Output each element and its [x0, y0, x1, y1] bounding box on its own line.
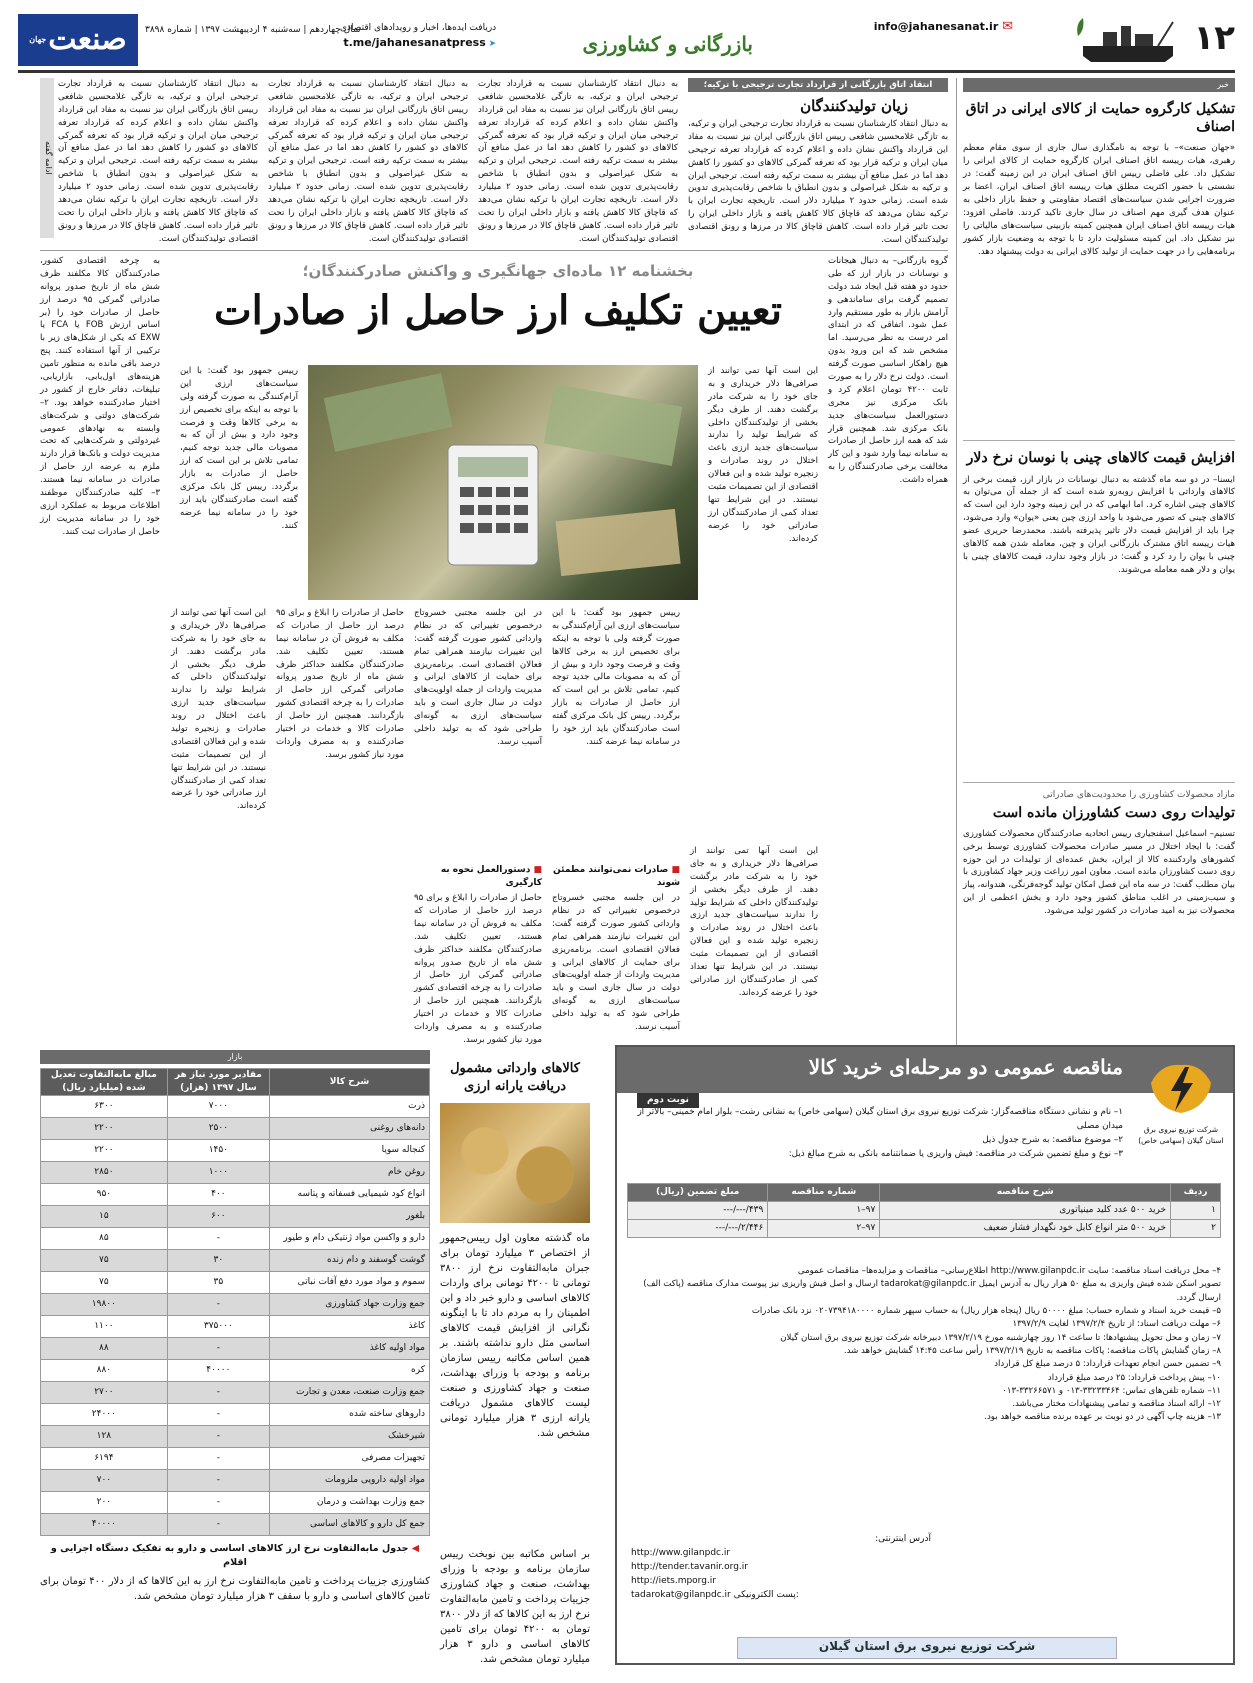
subsidy-table-box	[40, 1050, 430, 1660]
table-cell: ۹۷–۱	[768, 1202, 880, 1220]
table-cell: خرید ۵۰۰ عدد کلید مینیاتوری	[880, 1202, 1171, 1220]
table-cell: -	[167, 1338, 269, 1360]
table-row	[41, 1250, 430, 1272]
article-body: حاصل از صادرات را ابلاغ و برای ۹۵ درصد ارز حاصل از صادرات که مکلف به فروش آن در سامانه نیما هستند، تعیین تکلیف شد. صادرکنندگان مکلفند حداکثر ظرف شش ماه از تاریخ صدور پروانه صادراتی گمرکی ارز حاصل از صادرات را به چرخه اقتصادی کشور بازگردانند. همچنین ارز حاصل از صادرات کالا و خدمات در اختیار صادرکننده و به مصرف واردات مورد نیاز کشور برسد.	[414, 893, 542, 1045]
lead-subcolumn	[276, 607, 404, 1064]
subhead: ■ صادرات نمی‌توانند مطمئن شوند	[553, 865, 680, 889]
article-body: به دنبال انتقاد کارشناسان نسبت به قرارداد تجارت ترجیحی ایران و ترکیه، به تازگی غلامحسین شافعی رییس اتاق بازرگانی ایران نیز نسبت به مفاد این قرارداد واکنش نشان داده و اعلام کرده که قرارداد تعرفه ترجیحی میان ایران و ترکیه قرار بود که تعرفه گمرکی کالاهای دو کشور را کاهش دهد اما در عمل منافع آن بیشتر به سمت ترکیه رفته است. ترجیحی ایران و ترکیه به شکل غیراصولی و بدون انطباق با شاخص رقابت‌پذیری تدوین شده است. زمانی حدود ۲ میلیارد دلار است. تاریخچه تجارت ایران با ترکیه نشان می‌دهد که قاچاق کالا کاهش یافته و بازار داخلی ایران را تحت تاثیر قرار داده است. کاهش قاچاق کالا در مرزها و رونق اقتصادی تولیدکنندگان است.	[58, 79, 259, 244]
currency-photo	[308, 365, 698, 600]
table-cell: مواد اولیه دارویی ملزومات	[270, 1470, 430, 1492]
article-body: «جهان صنعت»– با توجه به نامگذاری سال جاری از سوی مقام معظم رهبری، هیات رییسه اتاق اصناف ایران کارگروه حمایت از کالای ایرانی را تشکیل داد. علی فاضلی رییس اتاق اصناف ایران در این زمینه گفت: در نشستی با حضور اکثریت مطلق هیات رییسه اتاق اصناف ایران، اعضا بر ضرورت اجرایی شدن سیاست‌های اقتصاد مقاومتی و حفظ بازار داخلی به عنوان هدف گیری مهم اصناف در سال جاری تاکید کردند. فاضلی افزود: هیات رییسه اتاق اصناف ایران همچنین کمیته بازبینی سیاست‌های مالیاتی را نیز تشکیل داد. این کمیته مسئولیت دارد تا با توجه به وضعیت بازار کشور برنامه‌هایی را در جهت حمایت از تولید کالای ایرانی به دولت پیشنهاد دهد.	[963, 143, 1235, 257]
table-cell: بلغور	[270, 1206, 430, 1228]
table-cell: ۱۲۸	[41, 1426, 168, 1448]
table-cell: ۸۸	[41, 1338, 168, 1360]
tender-item: ۸– زمان گشایش پاکات مناقصه: پاکات مناقصه به تاریخ ۱۳۹۷/۲/۱۹ رأس ساعت ۱۴:۴۵ گشایش خواهد شد.	[843, 1345, 1221, 1356]
table-cell: ۲۵۰۰	[167, 1118, 269, 1140]
imports-article	[440, 1060, 590, 1666]
table-cell: سموم و مواد مورد دفع آفات نباتی	[270, 1272, 430, 1294]
email-address[interactable]: ✉ info@jahanesanat.ir	[873, 19, 1013, 34]
table-cell: ۲۰۰	[41, 1492, 168, 1514]
section-title: بازرگانی و کشاورزی	[582, 32, 753, 56]
company-name: شرکت توزیع نیروی برق استان گیلان (سهامی خاص)	[1138, 1125, 1224, 1145]
table-header-row	[41, 1069, 430, 1096]
table-cell: ۱۱۰۰	[41, 1316, 168, 1338]
table-cell: ۲/۴۴۶/---/---	[628, 1220, 768, 1238]
table-cell: خرید ۵۰۰ متر انواع کابل خود نگهدار فشار ضعیف	[880, 1220, 1171, 1238]
tender-item: ۱۱– شماره تلفن‌های تماس: ۳۳۲۳۳۴۶۴-۰۱۳ و ۳۳۲۶۶۵۷۱-۰۱۳	[1002, 1385, 1221, 1396]
table-cell: ۲	[1171, 1220, 1221, 1238]
table-cell: ۳۰	[167, 1250, 269, 1272]
calculator-icon	[308, 365, 698, 600]
tender-title: مناقصه عمومی دو مرحله‌ای خرید کالا	[808, 1055, 1123, 1079]
table-cell: دانه‌های روغنی	[270, 1118, 430, 1140]
table-cell: ۳۵	[167, 1272, 269, 1294]
website-link[interactable]: http://www.gilanpdc.ir	[631, 1547, 731, 1558]
table-row	[41, 1514, 430, 1536]
article-kicker: انتقاد اتاق بازرگانی از قرارداد تجارت ترجیحی با ترکیه؛	[688, 78, 948, 92]
table-cell: ۷۰۰۰	[167, 1096, 269, 1118]
headline-chinese-goods: افزایش قیمت کالاهای چینی با نوسان نرخ دلار	[966, 450, 1235, 467]
table-cell: ۱۰۰۰	[167, 1162, 269, 1184]
table-row	[41, 1272, 430, 1294]
table-cell: ۷۰۰	[41, 1470, 168, 1492]
table-row	[41, 1118, 430, 1140]
table-cell: مواد اولیه کاغذ	[270, 1338, 430, 1360]
table-row	[41, 1382, 430, 1404]
tender-item: ۲– موضوع مناقصه: به شرح جدول ذیل	[982, 1135, 1123, 1146]
table-row	[41, 1294, 430, 1316]
section-bar: خبر	[963, 78, 1235, 92]
table-cell: ۹۷–۲	[768, 1220, 880, 1238]
article-body: گروه بازرگانی– به دنبال هیجانات و نوسانات در بازار ارز که طی حدود دو هفته قبل ایجاد شد دولت تصمیم گرفت برای ساماندهی و آرامش بازار به طور مستقیم وارد عمل شود. اتفاقی که در ابتدای امر درست به نظر می‌رسید. اما مشخص شد که این ورود بدون هیچ راهکار اساسی صورت گرفته است. دولت نرخ دلار را به صورت ثابت ۴۲۰۰ تومان اعلام کرد و بانک مرکزی نیز مجری دستورالعمل سیاست‌های جدید بانک مرکزی شد. همچنین قرار شد که همه ارز حاصل از صادرات به سامانه نیما وارد شود و این کار مخالفت برخی صادرکنندگان را به همراه داشت.	[828, 256, 948, 486]
column-header: شرح مناقصه	[880, 1184, 1171, 1202]
tender-ad	[615, 1045, 1235, 1665]
table-row	[41, 1338, 430, 1360]
article-body: رییس جمهور بود گفت: با این سیاست‌های ارزی این آرام‌کنندگی به صورت گرفته ولی با توجه به اینکه برای تخصیص ارز به برخی کالاها وقت و فرصت وجود دارد و بیش از آن که به مصوبات مالی جدید توجه کنیم، تمامی تلاش بر این است که ارز حاصل از صادرات به بازار برگردد. رییس کل بانک مرکزی گفته است صادرکنندگان باید ارز خود را در سامانه نیما عرضه کنند.	[180, 366, 298, 531]
table-cell: -	[167, 1426, 269, 1448]
table-cell: ۲۷۰۰	[41, 1382, 168, 1404]
website-link[interactable]: http://iets.mporg.ir	[631, 1575, 716, 1586]
article-body: ایسنا– در دو سه ماه گذشته به دنبال نوسانات در بازار ارز، قیمت برخی از کالاهای وارداتی با افزایش روبه‌رو شده است که از جمله آن می‌توان به کالاهای چینی اشاره کرد. اما ابهامی که در این زمینه وجود دارد این است که کالاهای چینی که تصور می‌شود با واحد ارزی چین یعنی «یوان» وارد می‌شود، چرا باید از افزایش قیمت دلار تاثیر پذیرفته باشند. محمدرضا حریری عضو هیات رییسه اتاق مشترک بازرگانی ایران و چین، معامله شدن همه کالاهای چینی با یوان را رد کرد و گفت: در بازار وجود ندارد، قیمت کالاهای چینی با یوان و دلار همه معامله می‌شوند.	[963, 474, 1235, 575]
table-cell: داروهای ساخته شده	[270, 1404, 430, 1426]
table-cell: -	[167, 1228, 269, 1250]
table-row	[41, 1448, 430, 1470]
article-body: به دنبال انتقاد کارشناسان نسبت به قرارداد تجارت ترجیحی ایران و ترکیه، به تازگی غلامحسین شافعی رییس اتاق بازرگانی ایران نیز نسبت به مفاد این قرارداد واکنش نشان داده و اعلام کرده که قرارداد تعرفه ترجیحی میان ایران و ترکیه قرار بود که تعرفه گمرکی کالاهای دو کشور را کاهش دهد اما در عمل منافع آن بیشتر به سمت ترکیه رفته است. ترجیحی ایران و ترکیه به شکل غیراصولی و بدون انطباق با شاخص رقابت‌پذیری تدوین شده است. زمانی حدود ۲ میلیارد دلار است. تاریخچه تجارت ایران با ترکیه نشان می‌دهد که قاچاق کالا کاهش یافته و بازار داخلی ایران را تحت تاثیر قرار داده است. کاهش قاچاق کالا در مرزها و رونق اقتصادی تولیدکنندگان است.	[478, 79, 679, 244]
table-row	[41, 1228, 430, 1250]
lead-article	[40, 255, 948, 1065]
table-cell: دارو و واکسن مواد ژنتیکی دام و طیور	[270, 1228, 430, 1250]
tender-item: ۱۰– پیش پرداخت قرارداد: ۲۵ درصد مبلغ قرارداد	[1047, 1372, 1221, 1383]
table-cell: کره	[270, 1360, 430, 1382]
page-number: ۱۲	[1193, 18, 1235, 58]
table-row	[628, 1220, 1221, 1238]
column-header: ردیف	[1171, 1184, 1221, 1202]
masthead-logo: صنعت جهان	[18, 14, 138, 66]
table-cell: ۳۷۵۰۰۰	[167, 1316, 269, 1338]
table-cell: ۸۵	[41, 1228, 168, 1250]
tender-item: ۱– نام و نشانی دستگاه مناقصه‌گزار: شرکت توزیع نیروی برق استان گیلان (سهامی خاص) به نشانی رشت– بلوار امام خمینی– بالاتر از میدان مصلی	[637, 1107, 1123, 1132]
tender-item: تصویر اسکن شده فیش واریزی به مبلغ ۵۰ هزار ریال به آدرس ایمیل tadarokat@gilanpdc.ir ارسال و اصل فیش واریزی نیز پیوست مدارک مناقصه (پاکت الف) ارسال گردد.	[643, 1279, 1221, 1303]
column-header: مبلغ تضمین (ریال)	[628, 1184, 768, 1202]
table-cell: کنجاله سویا	[270, 1140, 430, 1162]
tender-item: ۶– مهلت دریافت اسناد: از تاریخ ۱۳۹۷/۲/۴ لغایت ۱۳۹۷/۲/۹	[1012, 1319, 1221, 1330]
article-body: در این جلسه مجتبی خسروتاج درخصوص تغییراتی که در نظام وارداتی کشور صورت گرفته گفت: این تغییرات نیازمند همراهی تمام فعالان اقتصادی است. برنامه‌ریزی برای حمایت از کالاهای ایرانی و مدیریت واردات از جمله اولویت‌های دولت در سال جاری است و باید سیاست‌های ارزی به گونه‌ای طراحی شود که به تولید داخلی آسیب نرسد.	[414, 608, 542, 747]
table-row	[41, 1492, 430, 1514]
article-body: این است آنها تمی توانند از صرافی‌ها دلار خریداری و به جای خود را به شرکت مادر برگشت دهند. از طرف دیگر بخشی از تولیدکنندگان داخلی که شرایط تولید را ندارند سیاست‌های جدید ارزی باعث اختلال در روند صادرات و زنجیره تولید شده و این فعالان اقتصادی از این تصمیمات مثبت نیستند. در این شرایط تنها تعداد کمی از صادرکنندگان ارز صادراتی خود را عرضه کرده‌اند.	[690, 846, 818, 998]
table-row	[41, 1162, 430, 1184]
table-cell: جمع وزارت صنعت، معدن و تجارت	[270, 1382, 430, 1404]
table-cell: -	[167, 1404, 269, 1426]
table-cell: ۶۱۹۴	[41, 1448, 168, 1470]
table-cell: ۱۹۸۰۰	[41, 1294, 168, 1316]
tender-table	[627, 1183, 1221, 1238]
sites-label: آدرس اینترنتی:	[875, 1534, 931, 1544]
table-cell: ۹۵۰	[41, 1184, 168, 1206]
table-cell: ۴۳۹/---/---	[628, 1202, 768, 1220]
table-cell: -	[167, 1514, 269, 1536]
caption-marker-icon: ◀	[411, 1543, 420, 1555]
website-link[interactable]: http://tender.tavanir.org.ir	[631, 1561, 748, 1572]
lead-headline: تعیین تکلیف ارز حاصل از صادرات	[214, 287, 782, 334]
table-cell: ۷۵	[41, 1272, 168, 1294]
table-cell: جمع کل دارو و کالاهای اساسی	[270, 1514, 430, 1536]
article-body: این است آنها تمی توانند از صرافی‌ها دلار خریداری و به جای خود را به شرکت مادر برگشت دهند. از طرف دیگر بخشی از تولیدکنندگان داخلی که شرایط تولید را ندارند سیاست‌های جدید ارزی باعث اختلال در روند صادرات و زنجیره تولید شده و این فعالان اقتصادی از این تصمیمات مثبت نیستند. در این شرایط تنها تعداد کمی از صادرکنندگان ارز صادراتی خود را عرضه کرده‌اند.	[708, 366, 818, 544]
article-kicker: مازاد محصولات کشاورزی را محدودیت‌های صادراتی	[1042, 789, 1235, 800]
header-rule	[18, 70, 1235, 73]
email-label: پست الکترونیکی:	[733, 1589, 799, 1600]
table-cell: ۶۰۰	[167, 1206, 269, 1228]
tender-contacts	[631, 1533, 931, 1603]
table-cell: -	[167, 1470, 269, 1492]
grains-photo	[440, 1103, 590, 1223]
article-body: به چرخه اقتصادی کشور، صادرکنندگان کالا مکلفند ظرف شش ماه از تاریخ صدور پروانه صادراتی گمرکی ۹۵ درصد ارز حاصل از صادرات خود را (بر اساس ارزش FOB یا FCA یا EXW که یکی از شکل‌های زیر با ترکیبی از آنها استفاده کنند. پنج درصد باقی مانده به منظور تامین هزینه‌های اول‌بابی، بازاریابی، تبلیغات، دفاتر خارج از کشور در اختیار صادرکننده خواهد بود. ۲– شرکت‌های دولتی و شرکت‌های وابسته به نهادهای عمومی غیردولتی و شرکت‌هایی که تحت مدیریت دولت و بانک‌ها قرار دارند ملزم به عرضه ارز حاصل از صادرات در سامانه نیما هستند. ۳– کلیه صادرکنندگان موظفند اطلاعات مربوط به عملکرد ارزی خود را در سامانه مدیریت ارز حاصل از صادرات ثبت کنند.	[40, 256, 160, 537]
tender-item: ۴– محل دریافت اسناد مناقصه: سایت http://www.gilanpdc.ir اطلاع‌رسانی– مناقصات و مزایده‌ها– مناقصات عمومی	[797, 1266, 1221, 1276]
table-caption: ◀ جدول مابه‌التفاوت نرخ ارز کالاهای اساسی و دارو به تفکیک دستگاه اجرایی و اقلام	[50, 1543, 420, 1568]
table-cell: کاغذ	[270, 1316, 430, 1338]
article-body: به دنبال انتقاد کارشناسان نسبت به قرارداد تجارت ترجیحی ایران و ترکیه، به تازگی غلامحسین شافعی رییس اتاق بازرگانی ایران نیز نسبت به مفاد این قرارداد واکنش نشان داده و اعلام کرده که قرارداد تعرفه ترجیحی میان ایران و ترکیه قرار بود که تعرفه گمرکی کالاهای دو کشور را کاهش دهد اما در عمل منافع آن بیشتر به سمت ترکیه رفته است. ترجیحی ایران و ترکیه به شکل غیراصولی و بدون انطباق با شاخص رقابت‌پذیری تدوین شده است. زمانی حدود ۲ میلیارد دلار است. تاریخچه تجارت ایران با ترکیه نشان می‌دهد که قاچاق کالا کاهش یافته و بازار داخلی ایران را تحت تاثیر قرار داده است. کاهش قاچاق کالا در مرزها و رونق اقتصادی تولیدکنندگان است.	[268, 79, 469, 244]
article-body: این است آنها تمی توانند از صرافی‌ها دلار خریداری و به جای خود را به شرکت مادر برگشت دهند. از طرف دیگر بخشی از تولیدکنندگان داخلی که شرایط تولید را ندارند سیاست‌های جدید ارزی باعث اختلال در روند صادرات و زنجیره تولید شده و این فعالان اقتصادی از این تصمیمات مثبت نیستند. در این شرایط تنها تعداد کمی از صادرکنندگان ارز صادراتی خود را عرضه کرده‌اند.	[171, 608, 266, 812]
lead-kicker: بخشنامه ۱۲ ماده‌ای جهانگیری و واکنش صادرکنندگان؛	[302, 262, 694, 280]
table-cell: ۲۸۵۰	[41, 1162, 168, 1184]
headline-producers-loss: زیان تولیدکنندگان	[800, 97, 908, 115]
table-row	[41, 1206, 430, 1228]
telegram-box[interactable]: دریافت ایده‌ها، اخبار و رویدادهای اقتصادی ➤ t.me/jahanesanatpress	[340, 23, 497, 50]
article-body: به دنبال انتقاد کارشناسان نسبت به قرارداد تجارت ترجیحی ایران و ترکیه، به تازگی غلامحسین شافعی رییس اتاق بازرگانی ایران نیز نسبت به مفاد این قرارداد واکنش نشان داده و اعلام کرده که قرارداد تعرفه ترجیحی میان ایران و ترکیه قرار بود که تعرفه گمرکی کالاهای دو کشور را کاهش دهد اما در عمل منافع آن بیشتر به سمت ترکیه رفته است. ترجیحی ایران و ترکیه به شکل غیراصولی و بدون انطباق با شاخص رقابت‌پذیری تدوین شده است. زمانی حدود ۲ میلیارد دلار است. تاریخچه تجارت ایران با ترکیه نشان می‌دهد که قاچاق کالا کاهش یافته و بازار داخلی ایران را تحت تاثیر قرار داده است. کاهش قاچاق کالا در مرزها و رونق اقتصادی تولیدکنندگان است.	[688, 119, 948, 246]
tender-item: ۱۳– هزینه چاپ آگهی در دو نوبت بر عهده برنده مناقصه خواهد بود.	[984, 1412, 1221, 1423]
dateline: سال چهاردهم | سه‌شنبه ۴ اردیبهشت ۱۳۹۷ | شماره ۳۸۹۸	[145, 25, 361, 35]
table-cell: جمع وزارت بهداشت و درمان	[270, 1492, 430, 1514]
table-cell: ۱	[1171, 1202, 1221, 1220]
article-body: حاصل از صادرات را ابلاغ و برای ۹۵ درصد ارز حاصل از صادرات که مکلف به فروش آن در سامانه نیما هستند، تعیین تکلیف شد. صادرکنندگان مکلفند حداکثر ظرف شش ماه از تاریخ صدور پروانه صادراتی گمرکی ارز حاصل از صادرات را به چرخه اقتصادی کشور بازگردانند. همچنین ارز حاصل از صادرات کالا و خدمات در اختیار صادرکننده و به مصرف واردات مورد نیاز کشور برسد.	[276, 608, 404, 760]
telegram-icon: ➤	[488, 39, 497, 50]
divider	[40, 250, 948, 251]
table-cell: ۲۴۰۰۰	[41, 1404, 168, 1426]
article-body: بر اساس مکاتبه بین نوبخت رییس سازمان برنامه و بودجه با وزرای بهداشت، صنعت و جهاد کشاورزی جزییات پرداخت و تامین مابه‌التفاوت نرخ ارز به این کالاها که از دلار ۳۸۰۰ تومان به ۴۲۰۰ تومان برای تامین کالاهای اساسی و دارو ۳ هزار میلیارد تومان مشخص شد.	[440, 1549, 590, 1666]
tender-items	[627, 1265, 1221, 1425]
table-row	[41, 1096, 430, 1118]
table-cell: ۷۵	[41, 1250, 168, 1272]
section-bar: بازار	[40, 1050, 430, 1064]
table-cell: جمع وزارت جهاد کشاورزی	[270, 1294, 430, 1316]
table-body	[41, 1096, 430, 1536]
column-divider	[956, 78, 957, 1088]
company-logo-icon	[1141, 1053, 1221, 1123]
table-cell: ۱۴۵۰	[167, 1140, 269, 1162]
table-row	[41, 1426, 430, 1448]
column-header: مقادیر مورد نیاز هر سال ۱۳۹۷ (هزار)	[167, 1069, 269, 1096]
subhead: ■ دستورالعمل نحوه به کارگیری	[440, 865, 542, 889]
table-cell: ذرت	[270, 1096, 430, 1118]
subsidy-table	[40, 1068, 430, 1536]
table-cell: تجهیزات مصرفی	[270, 1448, 430, 1470]
table-cell: گوشت گوسفند و دام زنده	[270, 1250, 430, 1272]
column-header: مبالغ مابه‌التفاوت تعدیل شده (میلیارد ریال)	[41, 1069, 168, 1096]
page-header	[0, 0, 1253, 78]
headline-farmers: تولیدات روی دست کشاورزان مانده است	[992, 804, 1235, 821]
side-label: ادامه گفته	[40, 78, 54, 238]
article-body: در این جلسه مجتبی خسروتاج درخصوص تغییراتی که در نظام وارداتی کشور صورت گرفته گفت: این تغییرات نیازمند همراهی تمام فعالان اقتصادی است. برنامه‌ریزی برای حمایت از کالاهای ایرانی و مدیریت واردات از جمله اولویت‌های دولت در سال جاری است و باید سیاست‌های ارزی به گونه‌ای طراحی شود که به تولید داخلی آسیب نرسد.	[552, 893, 680, 1032]
article-body: کشاورزی جزییات پرداخت و تامین مابه‌التفاوت نرخ ارز به این کالاها که از دلار ۴۰۰ تومان برای تامین کالاهای اساسی و دارو با سقف ۳ هزار میلیارد تومان مشخص شد.	[40, 1575, 430, 1602]
table-cell: -	[167, 1448, 269, 1470]
table-cell: ۴۰۰۰۰	[41, 1514, 168, 1536]
table-row	[41, 1404, 430, 1426]
tender-item: ۹– تضمین حسن انجام تعهدات قرارداد: ۵ درصد مبلغ کل قرارداد	[994, 1359, 1221, 1370]
column-header: شرح کالا	[270, 1069, 430, 1096]
table-cell: ۲۲۰۰	[41, 1140, 168, 1162]
table-cell: ۲۲۰۰	[41, 1118, 168, 1140]
table-cell: انواع کود شیمیایی فسفاته و پتاسه	[270, 1184, 430, 1206]
table-cell: ۴۰۰	[167, 1184, 269, 1206]
table-row	[628, 1202, 1221, 1220]
tender-item: ۱۲– ارائه اسناد مناقصه و تمامی پیشنهادات مختار می‌باشد.	[1012, 1399, 1221, 1410]
table-cell: ۶۳۰۰	[41, 1096, 168, 1118]
tender-footer: شرکت توزیع نیروی برق استان گیلان	[737, 1637, 1117, 1659]
tender-turn-badge: نوبت دوم	[637, 1093, 699, 1108]
tender-item: ۷– زمان و محل تحویل پیشنهادها: تا ساعت ۱۴ روز چهارشنبه مورخ ۱۳۹۷/۲/۱۹ دبیرخانه شرکت توزیع نیروی برق استان گیلان	[780, 1332, 1221, 1343]
table-cell: -	[167, 1492, 269, 1514]
table-cell: ۸۸۰	[41, 1360, 168, 1382]
tender-item: ۳– نوع و مبلغ تضمین شرکت در مناقصه: فیش واریزی یا ضمانتنامه بانکی به شرح مبالغ ذیل:	[788, 1149, 1123, 1160]
table-row	[41, 1184, 430, 1206]
ship-icon	[1073, 16, 1183, 62]
table-row	[41, 1470, 430, 1492]
table-cell: -	[167, 1382, 269, 1404]
lead-subcolumn	[552, 607, 680, 1077]
headline-cargroup: تشکیل کارگروه حمایت از کالای ایرانی در اتاق اصناف	[965, 101, 1235, 136]
news-column	[963, 78, 1235, 1098]
table-cell: ۱۵	[41, 1206, 168, 1228]
headline-imports: کالاهای وارداتی مشمول دریافت یارانه ارزی	[450, 1061, 580, 1094]
article-body: ماه گذشته معاون اول رییس‌جمهور از اختصاص ۳ میلیارد تومان برای جبران مابه‌التفاوت نرخ ارز ۳۸۰۰ تومانی تا ۴۲۰۰ تومانی برای واردات کالاهای اساسی و دارو خبر داد و این اطمینان را به مردم داد تا با اینگونه نگرانی از افزایش قیمت کالاهای اساسی مثل دارو نداشته باشند. بر همین اساس مکاتبه رییس سازمان برنامه و بودجه با وزرای بهداشت، صنعت و جهاد کشاورزی و صنعت لیست کالاهای مشمول دریافت یارانه ارزی ۳ هزار میلیارد تومانی مشخص شد.	[440, 1233, 590, 1440]
article-body: رییس جمهور بود گفت: با این سیاست‌های ارزی این آرام‌کنندگی به صورت گرفته ولی با توجه به اینکه برای تخصیص ارز به برخی کالاها وقت و فرصت وجود دارد و بیش از آن که به مصوبات مالی جدید توجه کنیم، تمامی تلاش بر این است که ارز حاصل از صادرات به بازار برگردد. رییس کل بانک مرکزی گفته است صادرکنندگان باید ارز خود را در سامانه نیما عرضه کنند.	[552, 608, 680, 747]
table-cell: ۴۰۰۰۰	[167, 1360, 269, 1382]
email-link[interactable]: tadarokat@gilanpdc.ir	[631, 1589, 731, 1600]
table-cell: روغن خام	[270, 1162, 430, 1184]
table-row	[41, 1360, 430, 1382]
column-header: شماره مناقصه	[768, 1184, 880, 1202]
article-body: تسنیم– اسماعیل اسفنجیاری رییس اتحادیه صادرکنندگان محصولات کشاورزی گفت: با ایجاد اختلال در مسیر صادرات محصولات کشاورزی توسط برخی کشورهای واردکننده کالا از ایران، بخش عمده‌ای از تولیدات در این حوزه روی دست کشاورزان مانده است. معاون امور زراعت وزیر جهاد کشاورزی با بیان مطلب گفت: در سه ماه این فصل امکان تولید گوجه‌فرنگی، هندوانه، پیاز و سیب‌زمینی در اغلب مناطق کشور وجود دارد و بخش اعظمی از این محصولات نیز به امید صادرات در کشور تولید می‌شود.	[963, 828, 1235, 917]
table-row	[41, 1316, 430, 1338]
mail-icon: ✉	[1002, 19, 1013, 34]
lead-subcolumn	[414, 607, 542, 1077]
tender-intro	[628, 1105, 1123, 1161]
table-row	[41, 1140, 430, 1162]
table-cell: -	[167, 1294, 269, 1316]
table-cell: شیرخشک	[270, 1426, 430, 1448]
table-header-row	[628, 1184, 1221, 1202]
top-article	[40, 78, 948, 246]
tender-item: ۵– قیمت خرید اسناد و شماره حساب: مبلغ ۵۰۰۰۰ ریال (پنجاه هزار ریال) به حساب سپهر شماره ۰۲۰۷۳۹۴۱۸۰۰۰۰ نزد بانک صادرات	[751, 1305, 1221, 1316]
